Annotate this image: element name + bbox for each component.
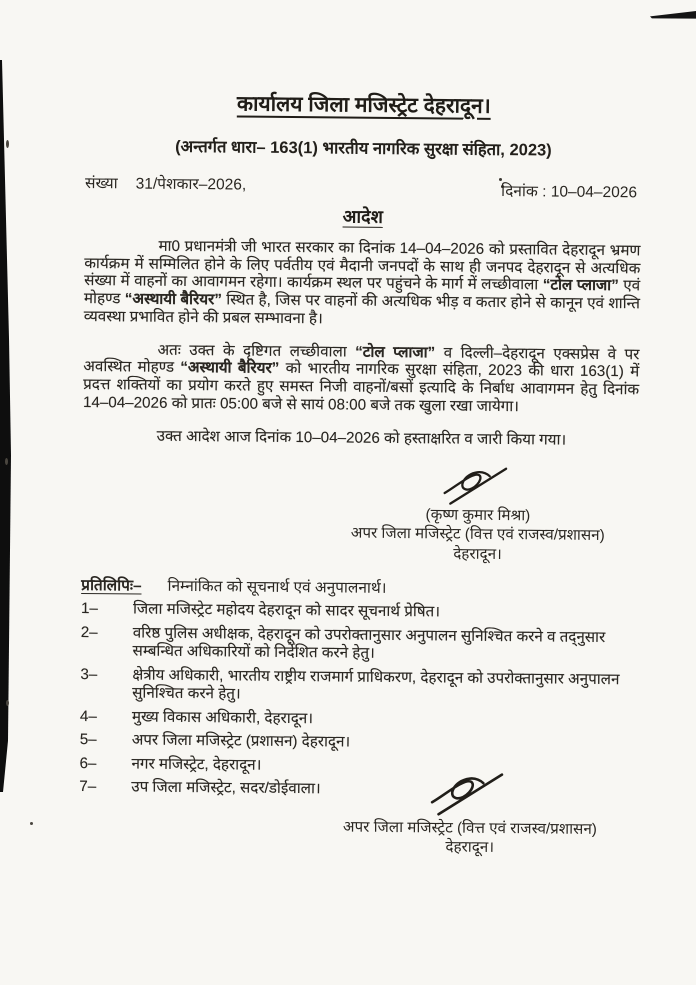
list-item-text: वरिष्ठ पुलिस अधीक्षक, देहरादून को उपरोक्तानुसार अनुपालन सुनिश्चित करने व तद्नुसार सम्बन्धित अधिकारियों को निर्देशित करने हेतु। <box>132 624 606 662</box>
signer-designation: अपर जिला मजिस्ट्रेट (वित्त एवं राजस्व/प्रशासन) <box>350 524 605 545</box>
footer-signer-designation: अपर जिला मजिस्ट्रेट (वित्त एवं राजस्व/प्रशासन) <box>342 818 597 838</box>
paragraph-1-text: स्थित है, जिस पर वाहनों की अत्यधिक भीड़ व कतार होने से कानून एवं शान्ति व्यवस्था प्रभावित होने की प्रबल सम्भावना है। <box>83 291 641 328</box>
list-item-number: 4– <box>79 707 97 725</box>
reference-date-row <box>85 171 641 202</box>
signature-icon <box>318 462 638 507</box>
order-heading-text: आदेश <box>342 206 383 227</box>
list-item <box>81 624 637 666</box>
list-item-text: क्षेत्रीय अधिकारी, भारतीय राष्ट्रीय राजमार्ग प्राधिकरण, देहरादून को उपरोक्तानुसार अनुपालन सुनिश्चित करने हेतु। <box>132 666 620 703</box>
list-item-number: 6– <box>79 754 97 772</box>
list-item-number: 2– <box>80 623 98 641</box>
list-item-number: 3– <box>80 665 98 683</box>
list-item-text: मुख्य विकास अधिकारी, देहरादून। <box>131 708 314 727</box>
list-item-text: जिला मजिस्ट्रेट महोदय देहरादून को सादर सूचनार्थ प्रेषित। <box>132 600 441 621</box>
list-item <box>80 666 636 708</box>
date-label: दिनांक : <box>501 182 547 201</box>
order-heading <box>85 202 641 231</box>
reference-number <box>85 171 246 195</box>
list-item-number: 7– <box>79 778 97 796</box>
temporary-barrier-emphasis: “अस्थायी बैरियर” <box>180 359 280 378</box>
scan-speck <box>30 822 33 825</box>
scan-speck <box>5 458 8 465</box>
list-item <box>81 600 637 624</box>
paragraph-2-text: अतः उक्त के दृष्टिगत लच्छीवाला <box>157 341 347 361</box>
paragraph-1-text: मा0 प्रधानमंत्री जी भारत सरकार का दिनांक 14–04–2026 को प्रस्तावित देहरादून भ्रमण कार्यक्रम में सम्मिलित होने के लिए पर्वतीय एवं मैदानी जनपदों के साथ ही जनपद देहरादून से अत्यधिक संख्या में वाहनों का आवागमन रहेगा। कार्यक्रम स्थल पर पहुंचने के मार्ग में लच्छीवाला <box>84 237 641 294</box>
signature-icon <box>305 765 635 818</box>
scan-edge-shadow <box>0 60 12 792</box>
document-content <box>79 88 642 859</box>
paragraph-3: उक्त आदेश आज दिनांक 10–04–2026 को हस्ताक्षरित व जारी किया गया। <box>156 427 567 449</box>
list-item-text: अपर जिला मजिस्ट्रेट (प्रशासन) देहरादून। <box>131 731 351 751</box>
list-item-text: उप जिला मजिस्ट्रेट, सदर/डोईवाला। <box>131 778 321 798</box>
signer-name: (कृष्ण कुमार मिश्रा) <box>425 505 531 524</box>
office-title <box>86 88 642 121</box>
list-item-number: 5– <box>79 731 97 749</box>
date-value: 10–04–2026 <box>550 183 638 202</box>
list-item-text: नगर मजिस्ट्रेट, देहरादून। <box>131 755 262 774</box>
scan-speck <box>6 140 9 148</box>
scan-speck <box>6 700 9 706</box>
paragraph-2-text: को भारतीय नागरिक सुरक्षा संहिता, 2023 की धारा 163(1) में प्रदत्त शक्तियों का प्रयोग करते हुए समस्त निजी वाहनों/बसों इत्यादि के निर्बाध आवागमन हेतु दिनांक 14–04–2026 को प्रातः 05:00 बजे से सायं 08:00 बजे तक खुला रखा जायेगा। <box>82 360 640 415</box>
signer-place: देहरादून। <box>453 545 502 563</box>
temporary-barrier-emphasis: “अस्थायी बैरियर” <box>124 290 222 309</box>
copy-heading-row <box>81 574 637 600</box>
footer-signature-block <box>305 765 636 859</box>
copy-heading: प्रतिलिपिः– <box>81 577 142 595</box>
paragraph-2-text: व दिल्ली–देहरादून एक्सप्रेस वे पर अवस्थित मोहण्ड <box>83 344 640 377</box>
act-reference-line: (अन्तर्गत धारा– 163(1) भारतीय नागरिक सुरक्षा संहिता, 2023) <box>175 137 552 160</box>
office-title-text: कार्यालय जिला मजिस्ट्रेट देहरादून। <box>236 92 491 118</box>
list-item <box>80 708 636 732</box>
toll-plaza-emphasis: “टोल प्लाजा” <box>542 276 619 295</box>
footer-signer-place: देहरादून। <box>445 838 495 857</box>
reference-value: 31/पेशकार–2026, <box>135 175 247 194</box>
reference-label: संख्या <box>85 174 118 193</box>
paragraph-1 <box>84 237 641 331</box>
scan-corner-streak <box>650 11 696 20</box>
copy-heading-note: निम्नांकित को सूचनार्थ एवं अनुपालनार्थ। <box>167 577 387 598</box>
list-item-number: 1– <box>80 600 98 618</box>
paragraph-2 <box>83 341 640 417</box>
signature-block <box>317 462 638 566</box>
order-date <box>501 179 641 202</box>
list-item <box>80 731 636 755</box>
toll-plaza-emphasis: “टोल प्लाजा” <box>355 343 436 362</box>
paragraph-1-text: एवं मोहण्ड <box>83 277 641 308</box>
